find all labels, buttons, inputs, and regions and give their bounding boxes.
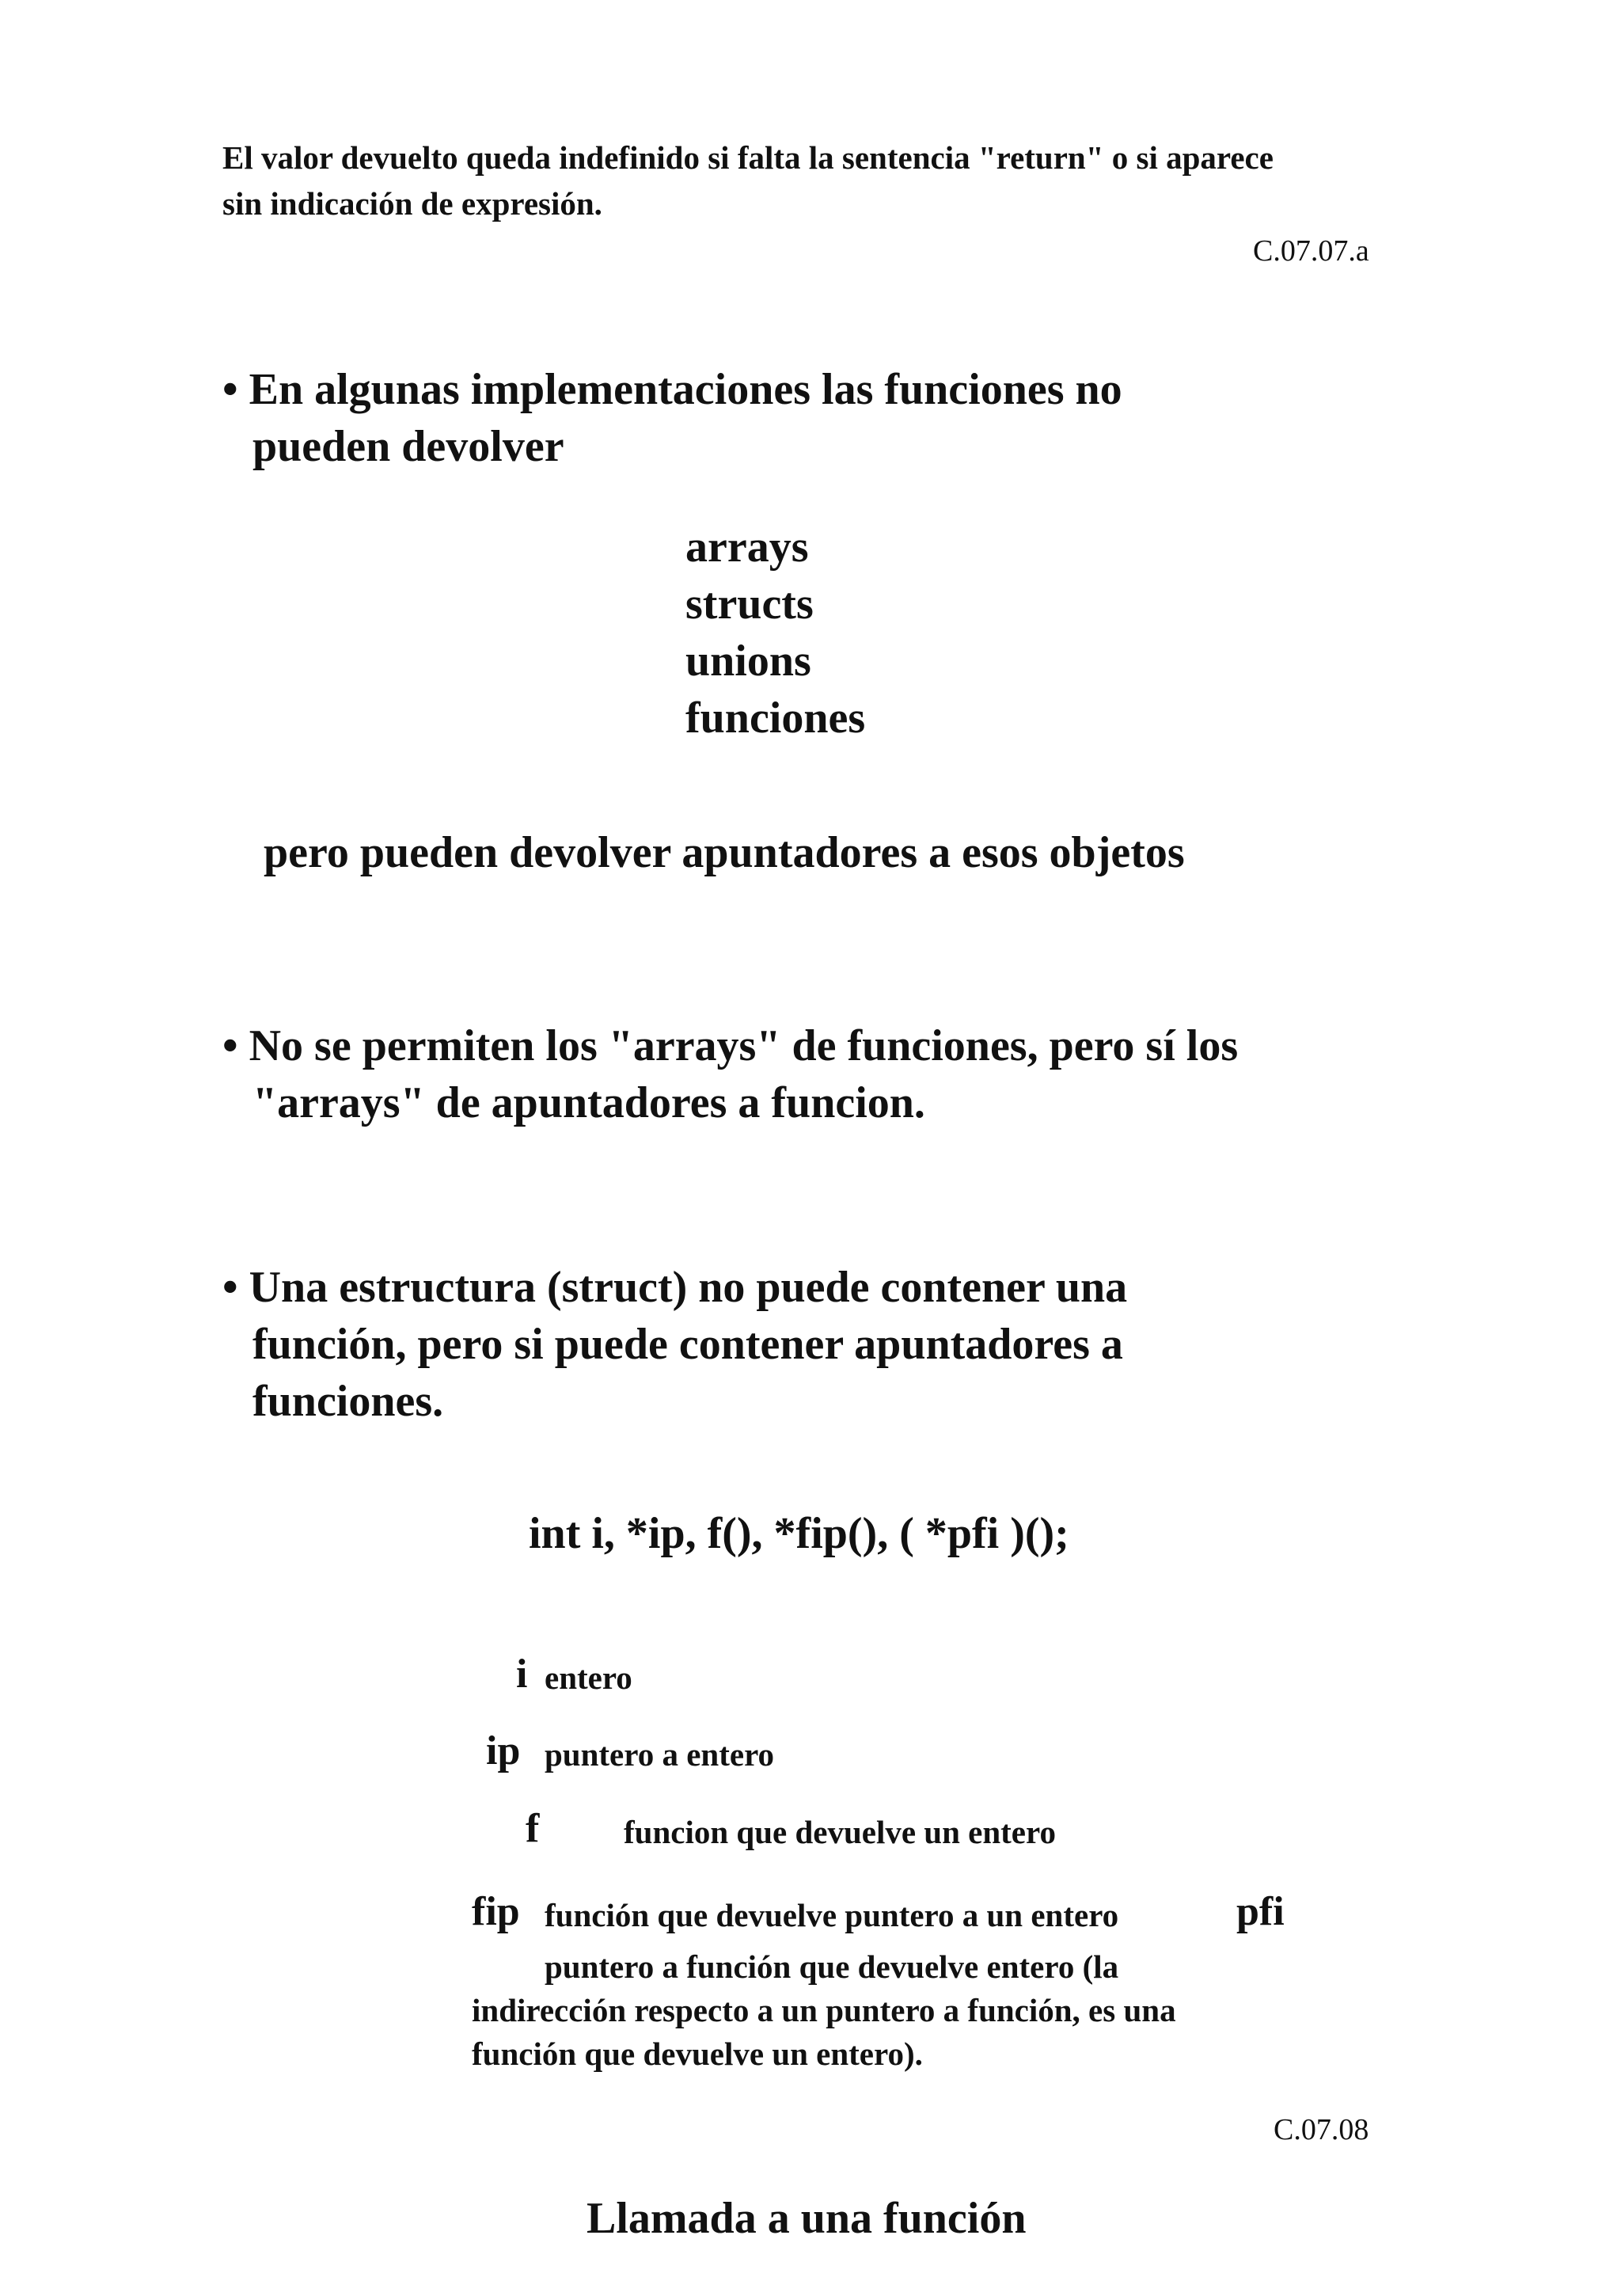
list-item: arrays	[685, 523, 809, 572]
bullet-2-line-1: • No se permiten los "arrays" de funciones, pero sí los	[222, 1021, 1239, 1070]
definition-desc-f: funcion que devuelve un entero	[624, 1814, 1056, 1850]
code-declaration: int i, *ip, f(), *fip(), ( *pfi )();	[529, 1509, 1069, 1558]
reference-code-b: C.07.08	[1274, 2113, 1369, 2146]
definition-term-i: i	[516, 1652, 528, 1697]
definition-desc-pfi-line-2: indirección respecto a un puntero a función, es una	[472, 1992, 1176, 2028]
list-item: funciones	[685, 694, 866, 743]
intro-paragraph	[222, 135, 1489, 226]
section-title: Llamada a una función	[587, 2194, 1027, 2243]
list-item: structs	[685, 580, 814, 629]
intro-line-2: sin indicación de expresión.	[222, 185, 602, 222]
bullet-paragraph-3	[222, 1259, 1127, 1430]
bullet-2-line-2: "arrays" de apuntadores a funcion.	[252, 1078, 925, 1127]
bullet-3-line-2: función, pero si puede contener apuntadores a	[252, 1320, 1123, 1369]
list-item: unions	[685, 637, 811, 686]
definition-desc-pfi-line-3: función que devuelve un entero).	[472, 2036, 923, 2072]
bullet-1-line-1: • En algunas implementaciones las funciones no	[222, 365, 1122, 414]
definition-desc-pfi-line-1: puntero a función que devuelve entero (la	[545, 1948, 1119, 1985]
definition-term-f: f	[526, 1806, 540, 1851]
bullet-paragraph-2	[222, 1017, 1238, 1131]
definition-term-fip: fip	[472, 1889, 520, 1934]
definition-desc-ip: puntero a entero	[545, 1736, 775, 1773]
reference-code-a: C.07.07.a	[1253, 234, 1369, 268]
bullet-3-line-1: • Una estructura (struct) no puede contener una	[222, 1263, 1128, 1312]
definition-desc-i: entero	[545, 1659, 632, 1696]
bullet-paragraph-1	[222, 361, 1122, 475]
return-type-list	[685, 519, 865, 747]
intro-line-1: El valor devuelto queda indefinido si falta la sentencia "return" o si aparece	[222, 139, 1274, 176]
definition-desc-fip: función que devuelve puntero a un entero	[545, 1897, 1119, 1933]
bullet-1-line-2: pueden devolver	[252, 422, 564, 471]
definition-term-ip: ip	[486, 1728, 521, 1773]
bullet-3-line-3: funciones.	[252, 1377, 444, 1426]
definition-term-pfi: pfi	[1236, 1889, 1285, 1934]
bullet-1-note: pero pueden devolver apuntadores a esos objetos	[264, 828, 1185, 877]
